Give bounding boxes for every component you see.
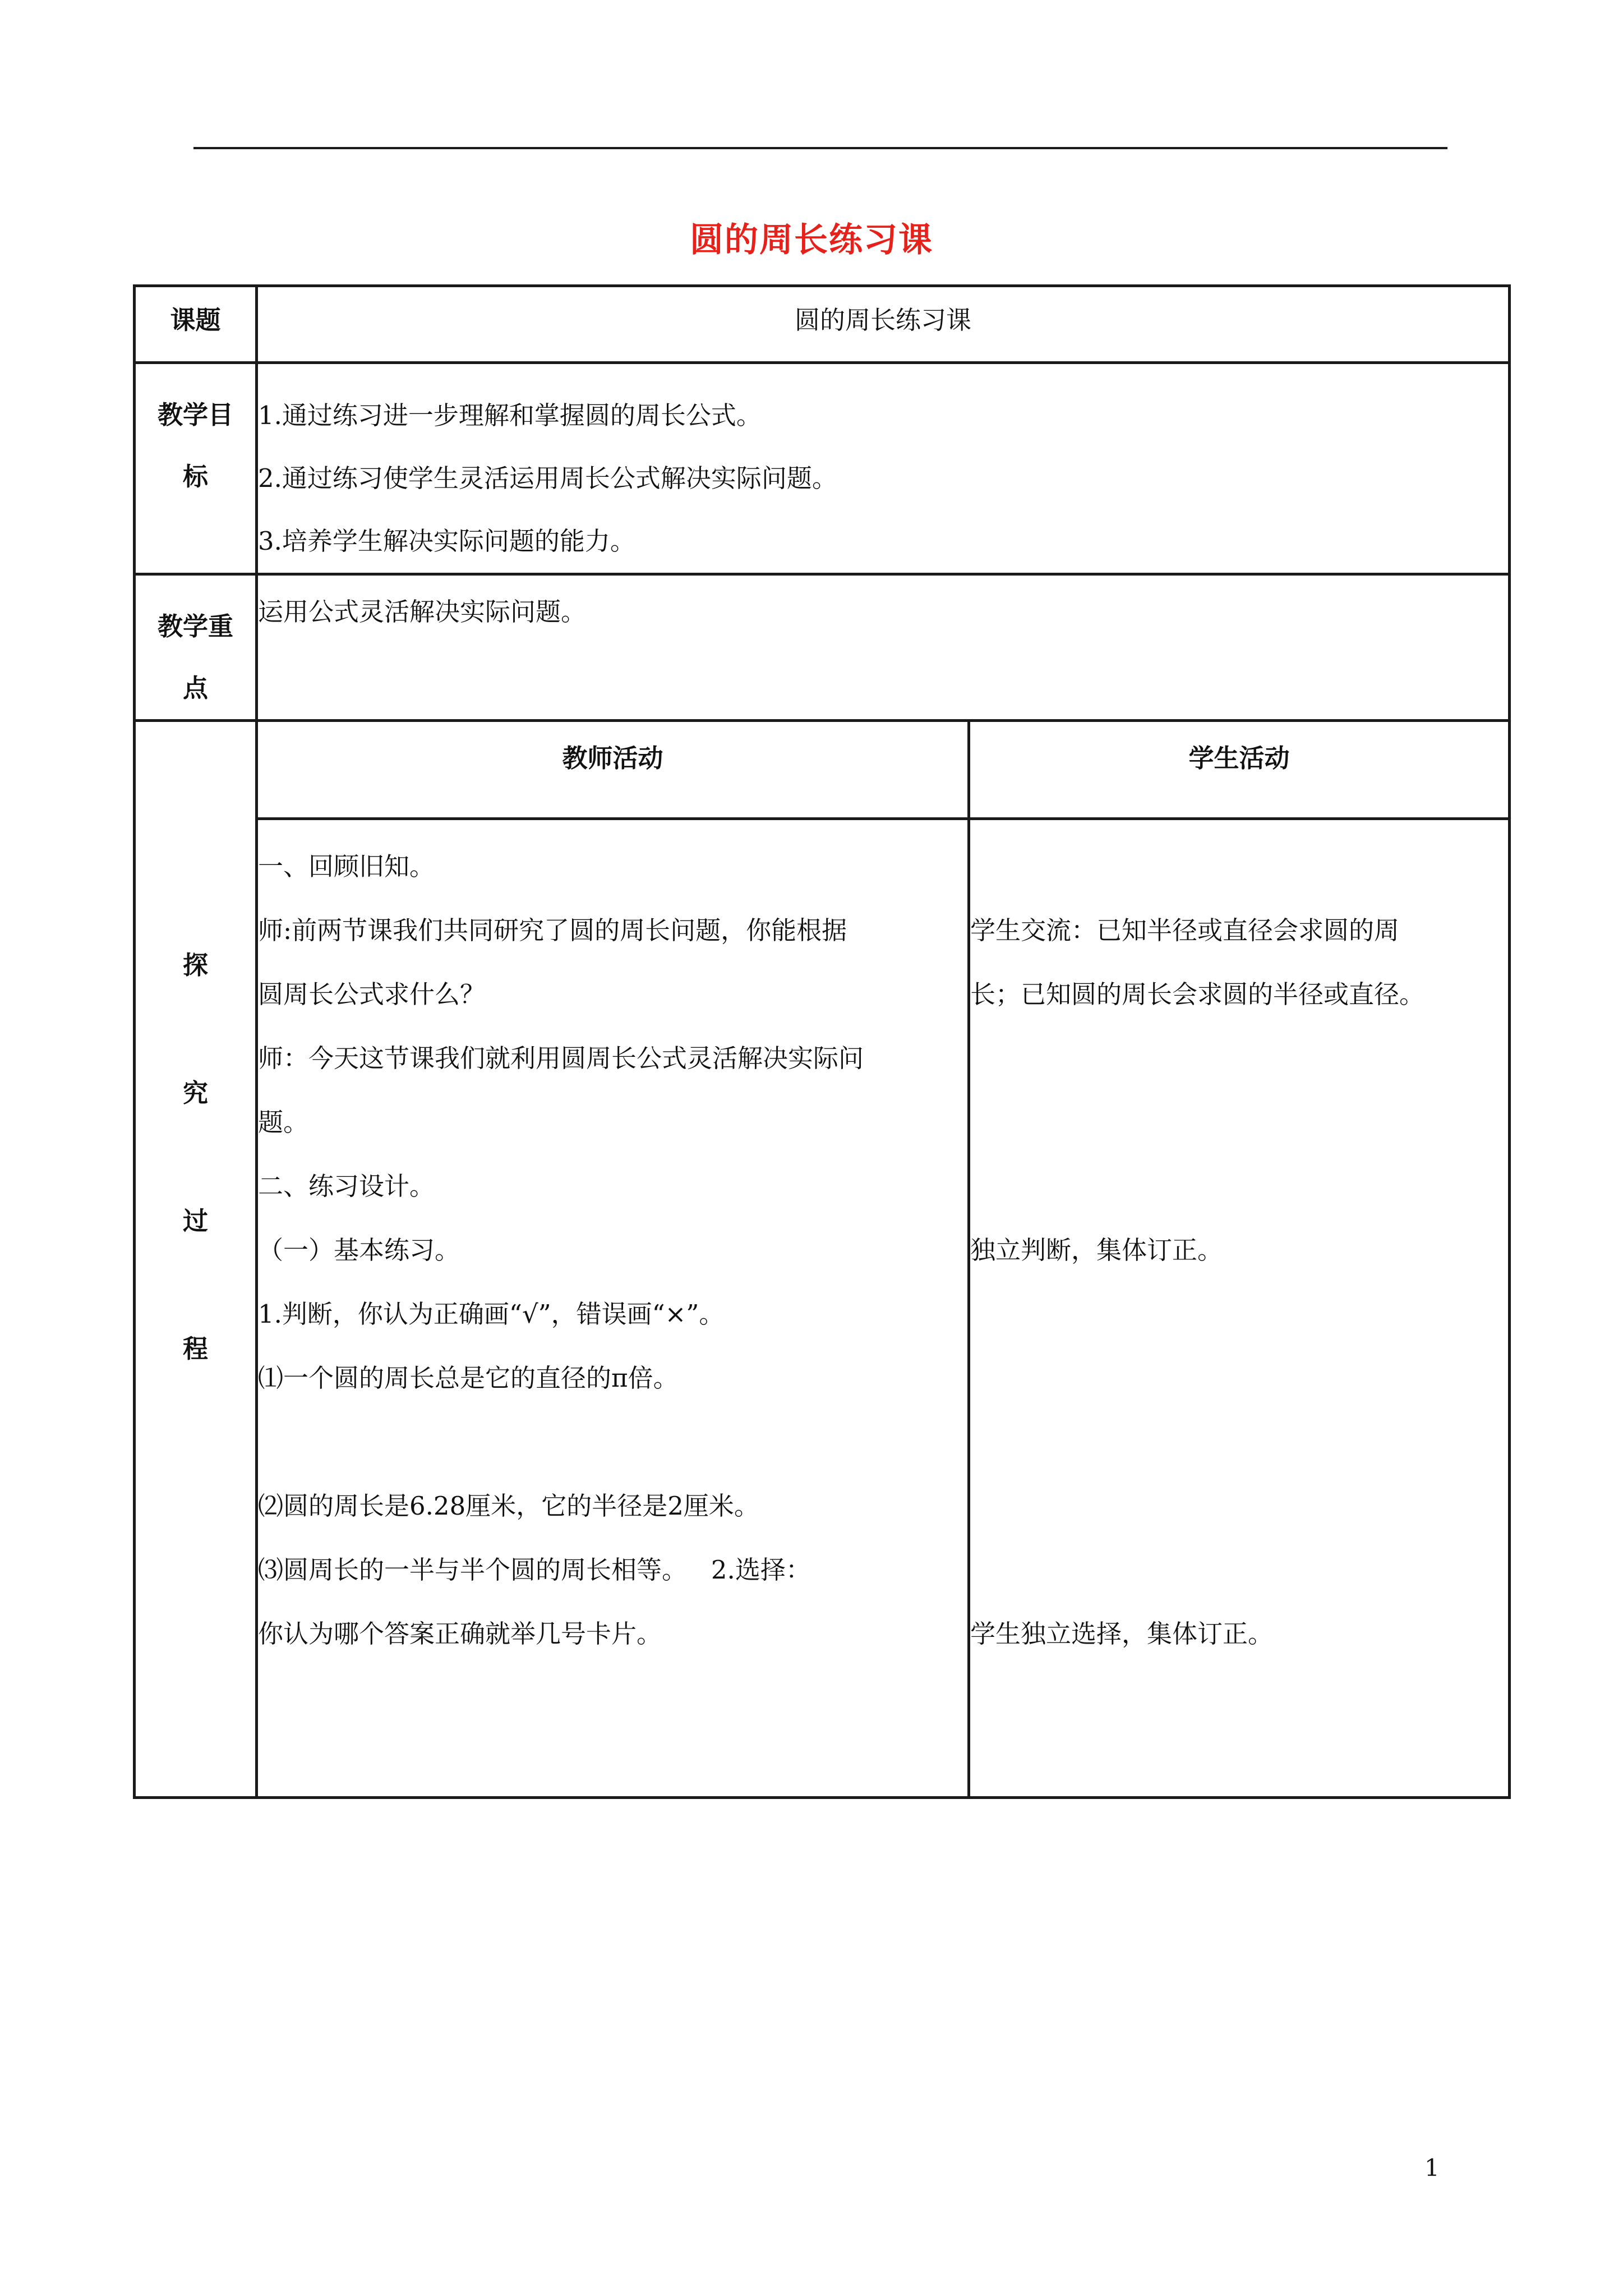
student-activities bbox=[969, 819, 1510, 1798]
goals-list bbox=[257, 363, 1510, 574]
teacher-line: （一）基本练习。 bbox=[258, 1235, 460, 1265]
goal-item: 3.培养学生解决实际问题的能力。 bbox=[258, 526, 635, 556]
teacher-line: 你认为哪个答案正确就举几号卡片。 bbox=[258, 1619, 662, 1649]
lesson-plan-table bbox=[133, 284, 1511, 1799]
row-keypoint bbox=[135, 574, 1510, 721]
row-goals bbox=[135, 363, 1510, 574]
keypoint-value: 运用公式灵活解决实际问题。 bbox=[257, 574, 1510, 721]
teacher-line: ⑴一个圆的周长总是它的直径的π倍。 bbox=[258, 1363, 679, 1393]
row-activity-headers bbox=[135, 721, 1510, 819]
teacher-line: ⑵圆的周长是6.28厘米，它的半径是2厘米。 bbox=[258, 1491, 759, 1521]
student-line: 长；已知圆的周长会求圆的半径或直径。 bbox=[970, 979, 1425, 1009]
teacher-line: ⑶圆周长的一半与半个圆的周长相等。 2.选择： bbox=[258, 1555, 811, 1585]
student-line: 学生交流：已知半径或直径会求圆的周 bbox=[970, 915, 1400, 945]
topic-value: 圆的周长练习课 bbox=[257, 286, 1510, 363]
keypoint-label: 教学重 点 bbox=[135, 574, 257, 721]
student-activity-header: 学生活动 bbox=[969, 721, 1510, 819]
teacher-activities bbox=[257, 819, 969, 1798]
page-number: 1 bbox=[1424, 2154, 1440, 2182]
row-topic bbox=[135, 286, 1510, 363]
header-rule bbox=[193, 147, 1447, 149]
teacher-line: 1.判断，你认为正确画“√”，错误画“×”。 bbox=[258, 1299, 725, 1329]
process-label: 探 究 过 程 bbox=[135, 721, 257, 1798]
teacher-line: 一、回顾旧知。 bbox=[258, 852, 435, 881]
teacher-line: 题。 bbox=[258, 1107, 309, 1137]
document-title: 圆的周长练习课 bbox=[690, 220, 933, 260]
row-activities bbox=[135, 819, 1510, 1798]
teacher-line: 师：今天这节课我们就利用圆周长公式灵活解决实际问 bbox=[258, 1043, 864, 1073]
student-line: 学生独立选择，集体订正。 bbox=[970, 1619, 1274, 1649]
teacher-activity-header: 教师活动 bbox=[257, 721, 969, 819]
goal-item: 2.通过练习使学生灵活运用周长公式解决实际问题。 bbox=[258, 463, 837, 493]
student-line: 独立判断，集体订正。 bbox=[970, 1235, 1223, 1265]
teacher-line: 师:前两节课我们共同研究了圆的周长问题，你能根据 bbox=[258, 915, 847, 945]
teacher-line: 圆周长公式求什么？ bbox=[258, 979, 486, 1009]
goal-item: 1.通过练习进一步理解和掌握圆的周长公式。 bbox=[258, 401, 762, 430]
goals-label: 教学目 标 bbox=[135, 363, 257, 574]
topic-label: 课题 bbox=[135, 286, 257, 363]
teacher-line: 二、练习设计。 bbox=[258, 1171, 435, 1201]
